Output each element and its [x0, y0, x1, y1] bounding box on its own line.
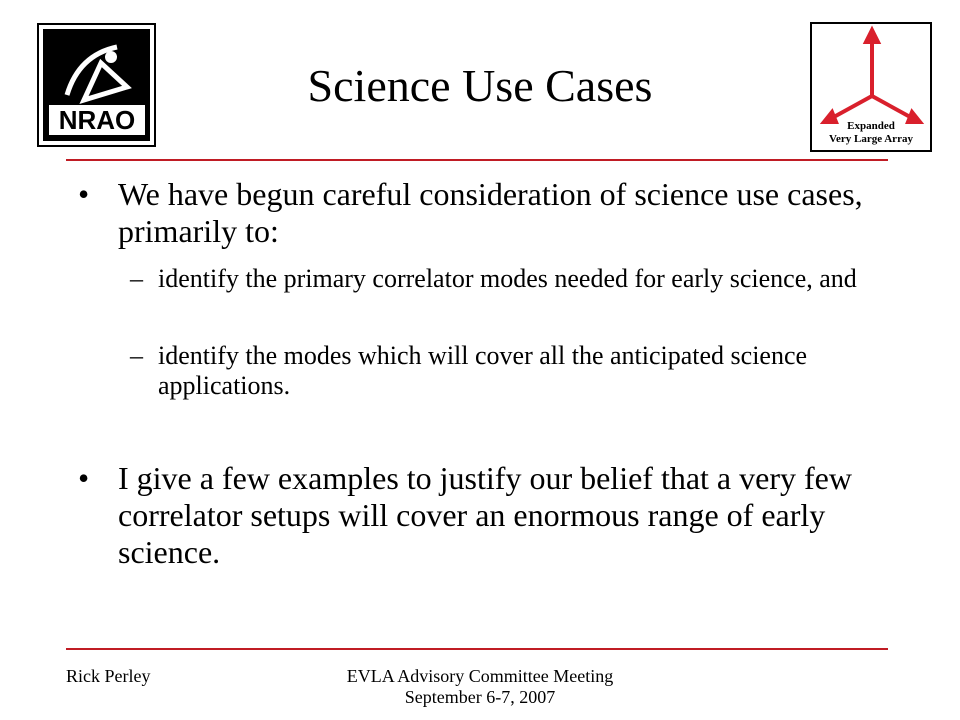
- sub-bullet-mark: –: [130, 341, 143, 370]
- bullet-mark: •: [78, 176, 90, 212]
- nrao-logo-text: NRAO: [58, 105, 136, 135]
- bullet-text: I give a few examples to justify our belief that a very few correlator setups will cover an enormous range of early science.: [118, 460, 852, 570]
- sub-bullet-text: identify the modes which will cover all the anticipated science applications.: [158, 341, 808, 400]
- footer-author: Rick Perley: [66, 666, 151, 686]
- bullet-mark: •: [78, 460, 90, 496]
- evla-logo-line2: Very Large Array: [829, 133, 913, 145]
- sub-bullet-text: identify the primary correlator modes needed for early science, and: [158, 264, 857, 293]
- footer-event-date: September 6-7, 2007: [404, 687, 556, 707]
- bullet-text: We have begun careful consideration of science use cases, primarily to:: [118, 176, 863, 249]
- nrao-logo-graphic: [39, 25, 154, 145]
- evla-logo-line1: Expanded: [847, 120, 895, 132]
- slide-title: Science Use Cases: [307, 60, 653, 111]
- evla-logo-graphic: [812, 24, 930, 150]
- evla-logo: [810, 22, 932, 152]
- title-divider: [66, 159, 888, 161]
- sub-bullet-mark: –: [130, 264, 143, 293]
- footer-divider: [66, 648, 888, 650]
- footer-event: [300, 666, 660, 708]
- footer-event-name: EVLA Advisory Committee Meeting: [346, 666, 614, 686]
- nrao-logo: [37, 23, 156, 147]
